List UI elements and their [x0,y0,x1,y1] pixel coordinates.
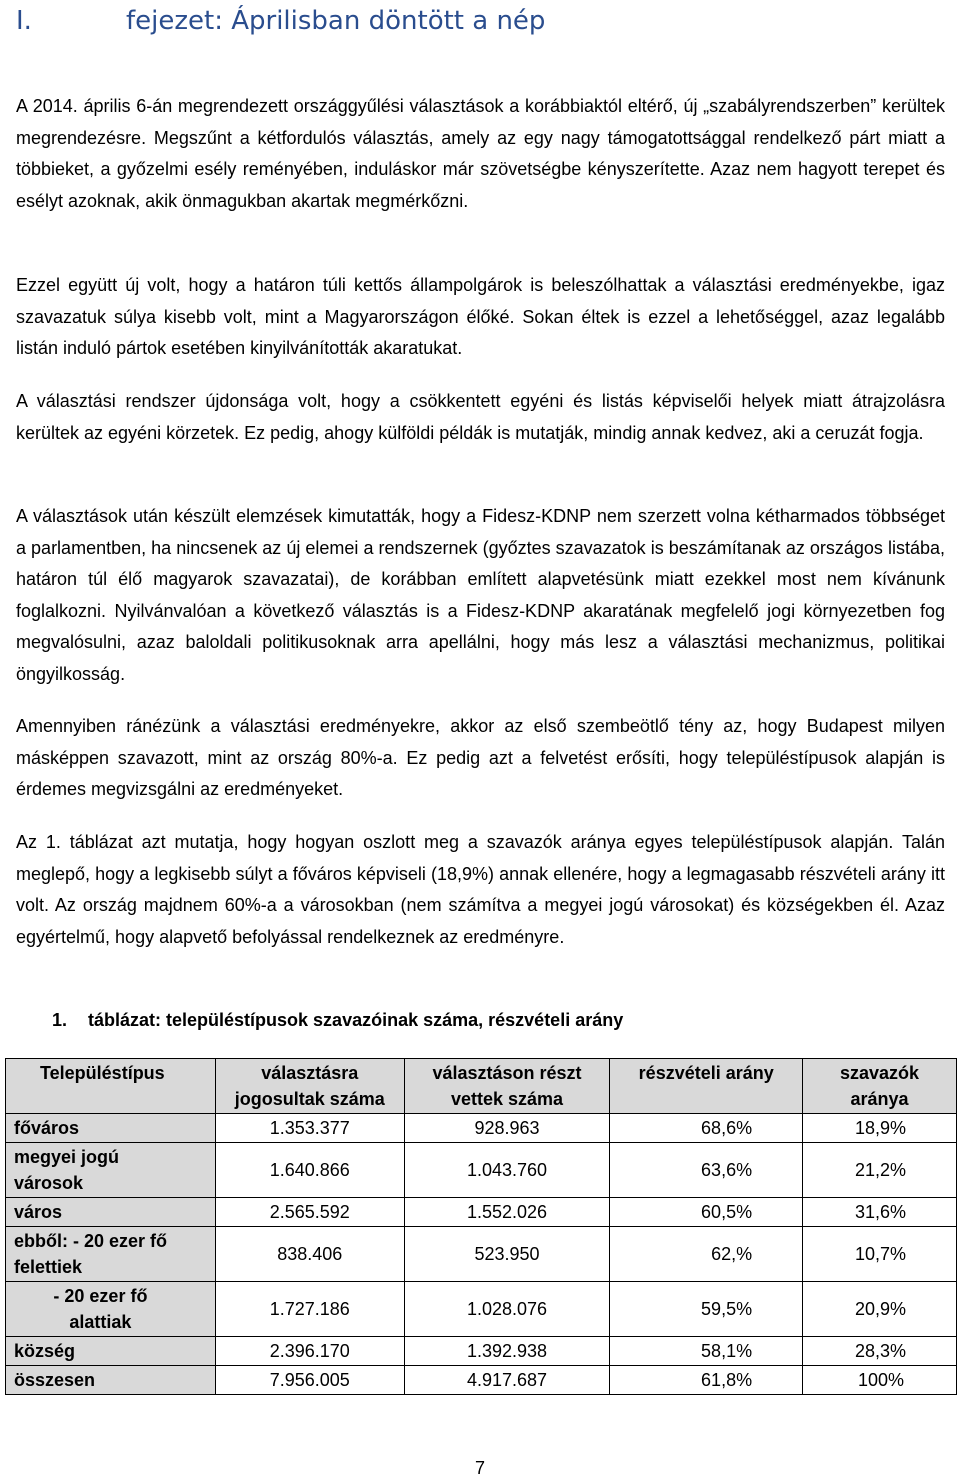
col-header-voted: választáson részt vettek száma [404,1059,610,1114]
col-header-type: Településtípus [6,1059,216,1114]
paragraph-6: Az 1. táblázat azt mutatja, hogy hogyan oszlott meg a szavazók aránya egyes településtípusok alapján. Talán meglepő, hogy a legkisebb súlyt a főváros képviseli (18,9%) annak ellenére, hogy a legmagasabb részvételi arány itt volt. Az ország majdnem 60%-a a városokban (nem számítva a megyei jogú városokat) és községekben él. Azaz egyértelmű, hogy alapvető befolyással rendelkeznek az eredményre. [16,832,945,947]
table-row [6,1282,957,1337]
row-turnout: 63,6% [610,1143,803,1198]
row-eligible: 1.353.377 [215,1114,404,1143]
row-turnout: 62,% [610,1227,803,1282]
row-share: 10,7% [803,1227,957,1282]
row-turnout: 61,8% [610,1366,803,1395]
row-eligible: 2.565.592 [215,1198,404,1227]
row-share: 31,6% [803,1198,957,1227]
chapter-heading [16,6,545,36]
row-type: város [6,1198,216,1227]
settlement-type-table [5,1058,957,1395]
col-header-turnout: részvételi arány [610,1059,803,1114]
row-voted: 1.552.026 [404,1198,610,1227]
table-row [6,1337,957,1366]
table-row [6,1143,957,1198]
row-turnout: 58,1% [610,1337,803,1366]
row-eligible: 1.727.186 [215,1282,404,1337]
row-voted: 4.917.687 [404,1366,610,1395]
chapter-number: I. [16,6,32,36]
row-type: főváros [6,1114,216,1143]
row-type: ebből: - 20 ezer fő felettiek [6,1227,216,1282]
row-turnout: 60,5% [610,1198,803,1227]
row-turnout: 68,6% [610,1114,803,1143]
table-row [6,1114,957,1143]
table-row [6,1198,957,1227]
row-voted: 523.950 [404,1227,610,1282]
paragraph-4: A választások után készült elemzések kimutatták, hogy a Fidesz-KDNP nem szerzett volna kétharmados többséget a parlamentben, ha nincsenek az új elemei a rendszernek (győztes szavazatok is beszámítanak az országos listába, határon túl élő magyarok szavazatai), de korábban említett alapvetésünk miatt ezekkel most nem kívánunk foglalkozni. Nyilvánvalóan a következő választás is a Fidesz-KDNP akaratának megfelelő jogi környezetben fog megvalósulni, azaz baloldali politikusoknak arra apellálni, hogy más lesz a választási mechanizmus, politikai öngyilkosság. [16,506,945,684]
paragraph-3: A választási rendszer újdonsága volt, hogy a csökkentett egyéni és listás képviselői helyek miatt átrajzolásra kerültek az egyéni körzetek. Ez pedig, ahogy külföldi példák is mutatják, mindig annak kedvez, aki a ceruzát fogja. [16,391,945,443]
row-type: - 20 ezer fő alattiak [6,1282,216,1337]
col-header-share: szavazók aránya [803,1059,957,1114]
row-eligible: 2.396.170 [215,1337,404,1366]
table-caption [52,1010,623,1031]
table-header-row [6,1059,957,1114]
paragraph-5: Amennyiben ránézünk a választási eredményekre, akkor az első szembeötlő tény az, hogy Budapest milyen másképpen szavazott, mint az ország 80%-a. Ez pedig azt a felvetést erősíti, hogy településtípusok alapján is érdemes megvizsgálni az eredményeket. [16,716,945,799]
row-voted: 928.963 [404,1114,610,1143]
table-row [6,1227,957,1282]
row-share: 28,3% [803,1337,957,1366]
page-number: 7 [474,1458,485,1478]
row-eligible: 838.406 [215,1227,404,1282]
row-share: 18,9% [803,1114,957,1143]
row-share: 21,2% [803,1143,957,1198]
row-voted: 1.028.076 [404,1282,610,1337]
row-type: megyei jogú városok [6,1143,216,1198]
row-voted: 1.392.938 [404,1337,610,1366]
row-eligible: 1.640.866 [215,1143,404,1198]
row-voted: 1.043.760 [404,1143,610,1198]
table-caption-text: táblázat: településtípusok szavazóinak száma, részvételi arány [88,1010,624,1030]
row-share: 100% [803,1366,957,1395]
row-type: összesen [6,1366,216,1395]
col-header-eligible: választásra jogosultak száma [215,1059,404,1114]
row-share: 20,9% [803,1282,957,1337]
row-turnout: 59,5% [610,1282,803,1337]
row-eligible: 7.956.005 [215,1366,404,1395]
table-row-total [6,1366,957,1395]
paragraph-2: Ezzel együtt új volt, hogy a határon túli kettős állampolgárok is beleszólhattak a választási eredményekbe, igaz szavazatuk súlya kisebb volt, mint a Magyarországon élőké. Sokan éltek is ezzel a lehetőséggel, azaz legalább listán induló pártok esetében kinyilvánították akaratukat. [16,275,945,358]
chapter-title: fejezet: Áprilisban döntött a nép [126,6,546,36]
table-caption-number: 1. [52,1010,68,1030]
paragraph-1: A 2014. április 6-án megrendezett országgyűlési választások a korábbiaktól eltérő, új „szabályrendszerben” kerültek megrendezésre. Megszűnt a kétfordulós választás, amely az egy nagy támogatottsággal rendelkező párt miatt a többieket, a győzelmi esély reményében, induláskor már szövetségbe kényszerítette. Azaz nem hagyott terepet és esélyt azoknak, akik önmagukban akartak megmérkőzni. [16,96,945,211]
row-type: község [6,1337,216,1366]
